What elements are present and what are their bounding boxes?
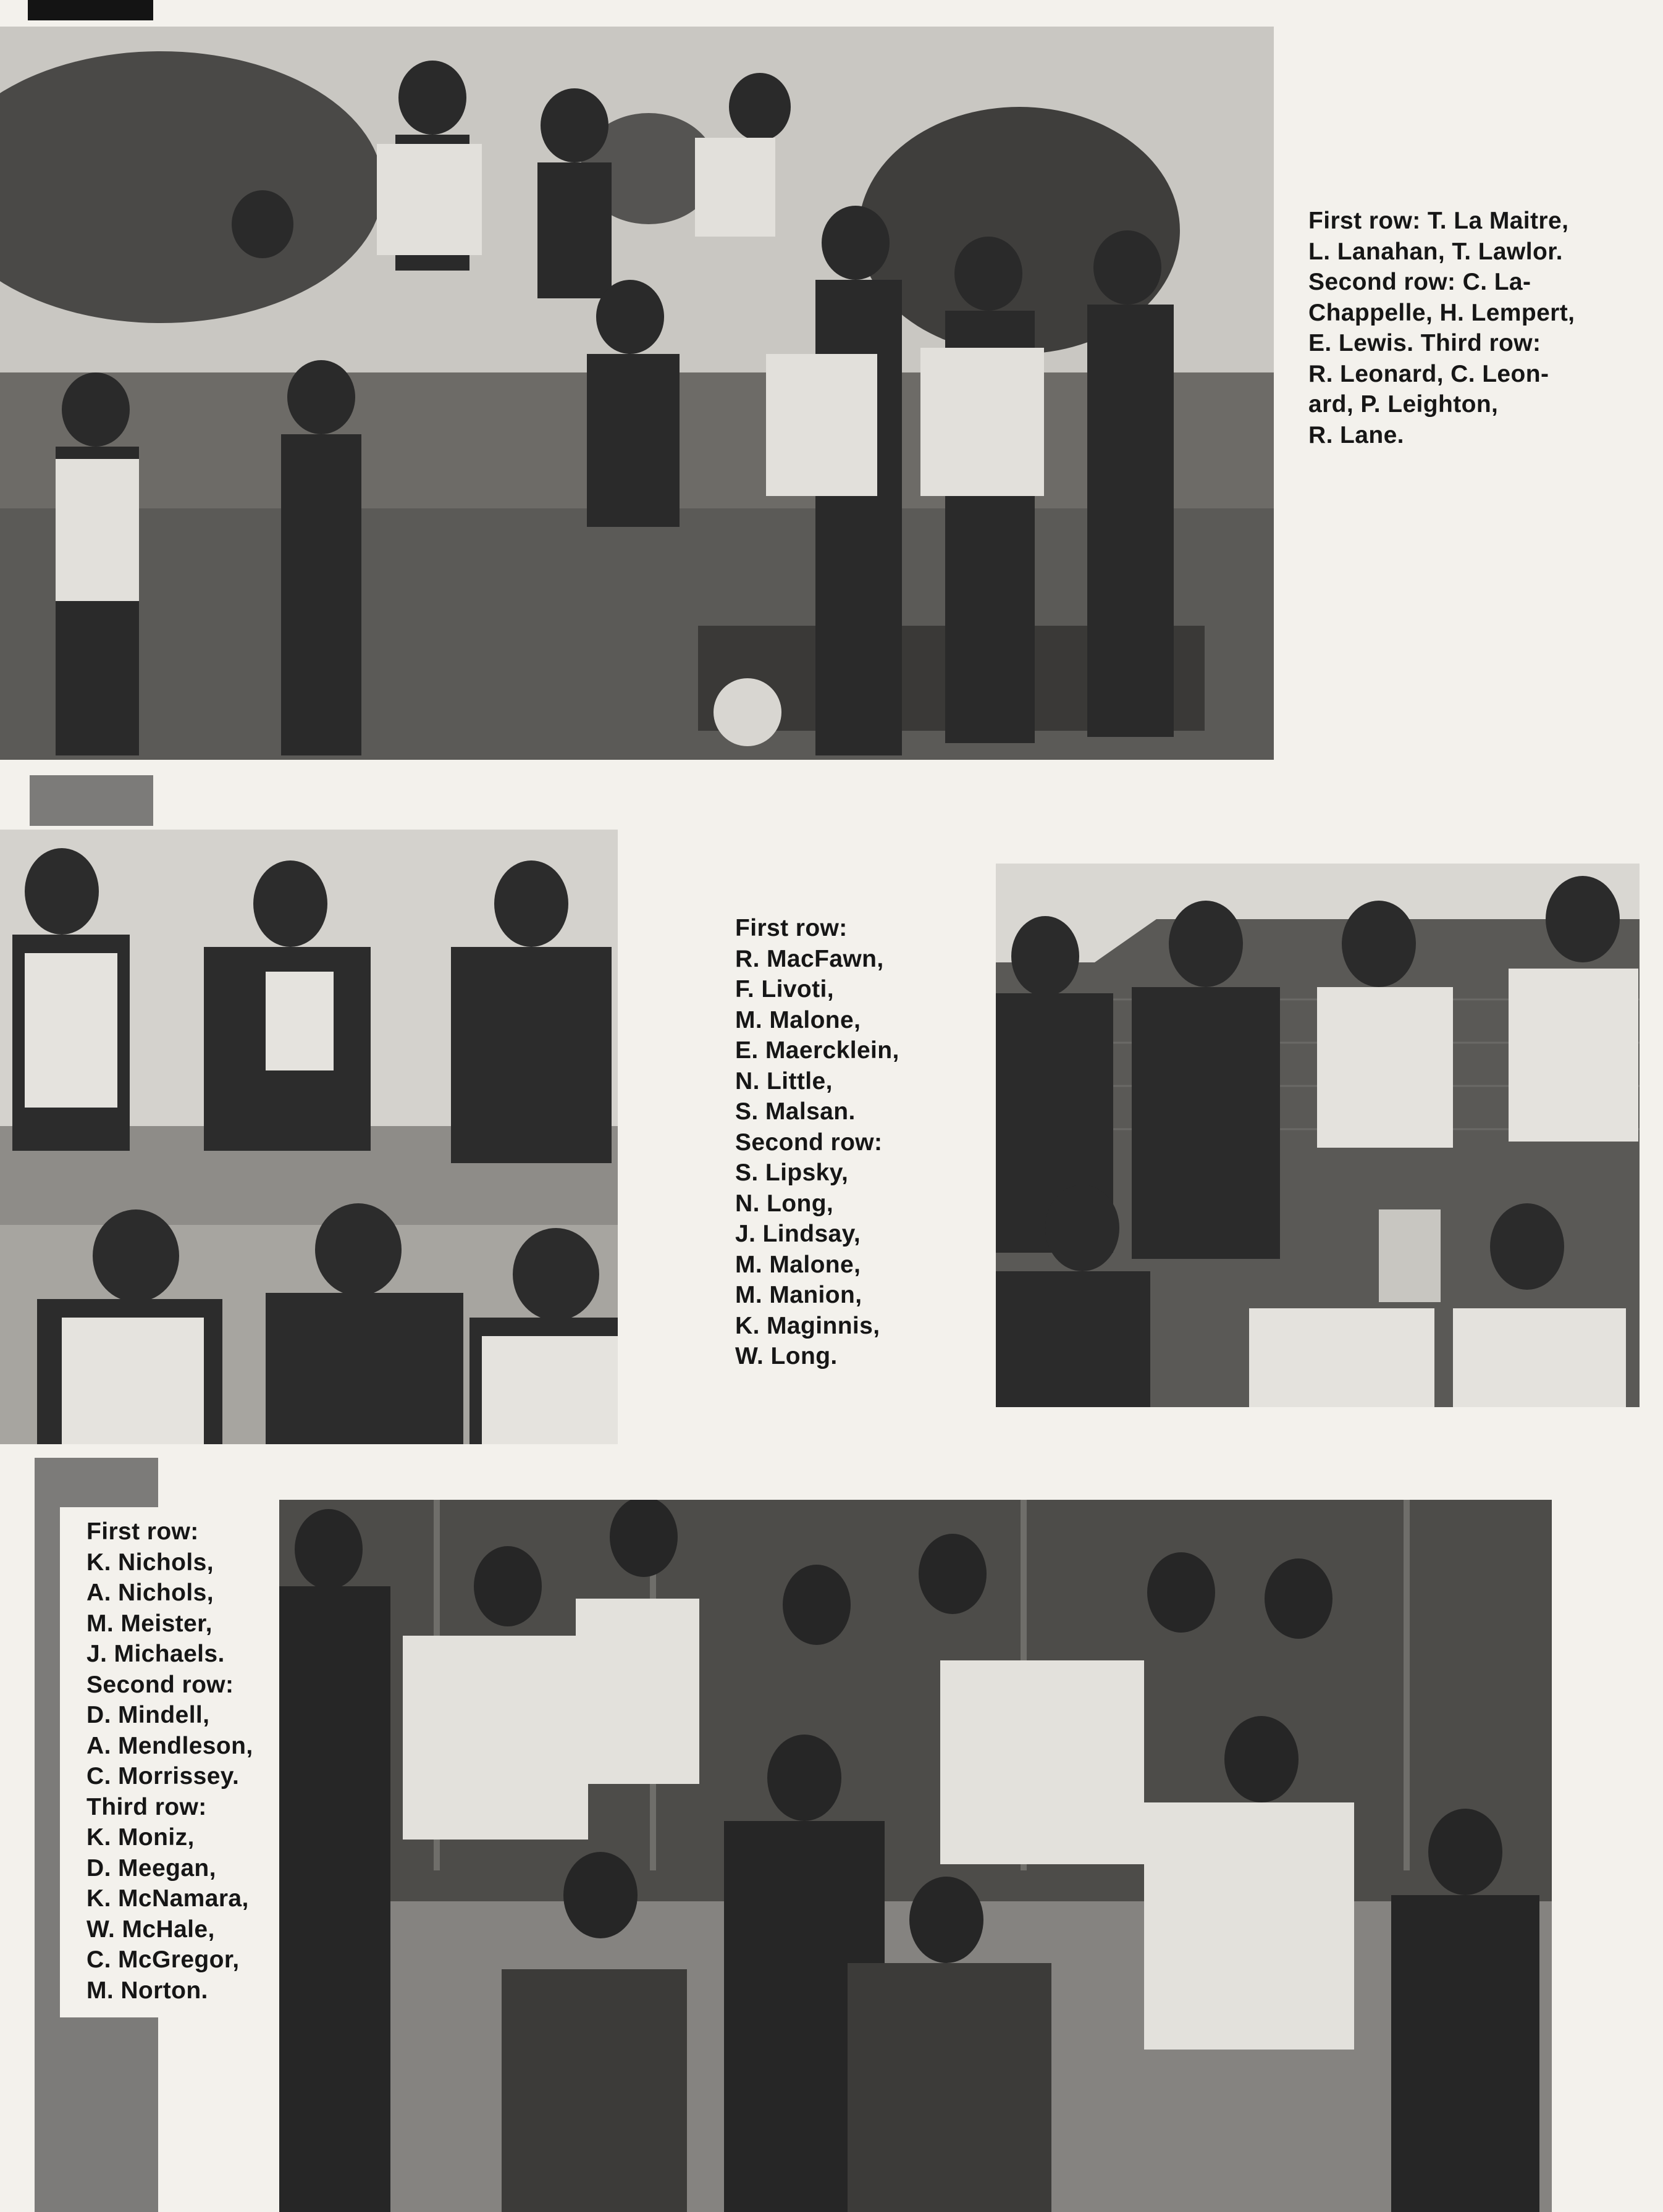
group-photo-brick-right	[996, 864, 1640, 1407]
caption-line: D. Mindell,	[86, 1702, 210, 1728]
caption-line: Second row:	[86, 1671, 234, 1698]
caption-line: E. Maercklein,	[735, 1037, 899, 1064]
caption-middle-photos	[735, 913, 899, 1372]
caption-line: R. Leonard, C. Leon-	[1308, 360, 1549, 387]
caption-line: D. Meegan,	[86, 1854, 216, 1882]
caption-top-photo	[1308, 206, 1575, 450]
caption-bottom-photo	[86, 1516, 253, 2006]
caption-line: J. Lindsay,	[735, 1221, 861, 1247]
caption-line: F. Livoti,	[735, 976, 834, 1003]
caption-line: C. Morrissey.	[86, 1763, 240, 1789]
caption-line: K. McNamara,	[86, 1885, 249, 1912]
caption-line: First row: T. La Maitre,	[1308, 208, 1569, 234]
caption-line: ard, P. Leighton,	[1308, 391, 1499, 418]
caption-line: M. Norton.	[86, 1977, 208, 2004]
caption-line: W. Long.	[735, 1343, 838, 1369]
caption-line: K. Maginnis,	[735, 1312, 880, 1339]
caption-line: First row:	[86, 1518, 199, 1545]
caption-line: A. Mendleson,	[86, 1732, 253, 1759]
caption-line: J. Michaels.	[86, 1641, 225, 1667]
caption-line: Second row:	[735, 1129, 883, 1156]
caption-line: Second row: C. La-	[1308, 269, 1531, 295]
caption-line: First row:	[735, 915, 848, 941]
group-photo-windows-bottom	[279, 1500, 1552, 2212]
caption-line: M. Meister,	[86, 1610, 213, 1637]
caption-line: M. Malone,	[735, 1251, 861, 1278]
caption-line: K. Nichols,	[86, 1549, 214, 1576]
caption-line: C. McGregor,	[86, 1946, 240, 1973]
group-photo-wall-left	[0, 830, 618, 1444]
caption-line: Chappelle, H. Lempert,	[1308, 299, 1575, 326]
top-page-tab	[28, 0, 153, 20]
caption-line: N. Little,	[735, 1067, 833, 1095]
group-photo-truck	[0, 27, 1274, 760]
caption-line: R. MacFawn,	[735, 945, 884, 972]
caption-line: N. Long,	[735, 1190, 834, 1217]
caption-line: L. Lanahan, T. Lawlor.	[1308, 238, 1563, 265]
caption-line: R. Lane.	[1308, 421, 1404, 448]
caption-line: A. Nichols,	[86, 1579, 214, 1606]
caption-line: S. Lipsky,	[735, 1159, 849, 1186]
caption-line: K. Moniz,	[86, 1824, 195, 1851]
caption-line: E. Lewis. Third row:	[1308, 330, 1541, 356]
caption-line: Third row:	[86, 1793, 207, 1820]
middle-section-tab	[30, 775, 153, 826]
caption-line: W. McHale,	[86, 1916, 215, 1943]
caption-line: S. Malsan.	[735, 1098, 856, 1125]
caption-line: M. Malone,	[735, 1006, 861, 1033]
caption-line: M. Manion,	[735, 1282, 862, 1308]
